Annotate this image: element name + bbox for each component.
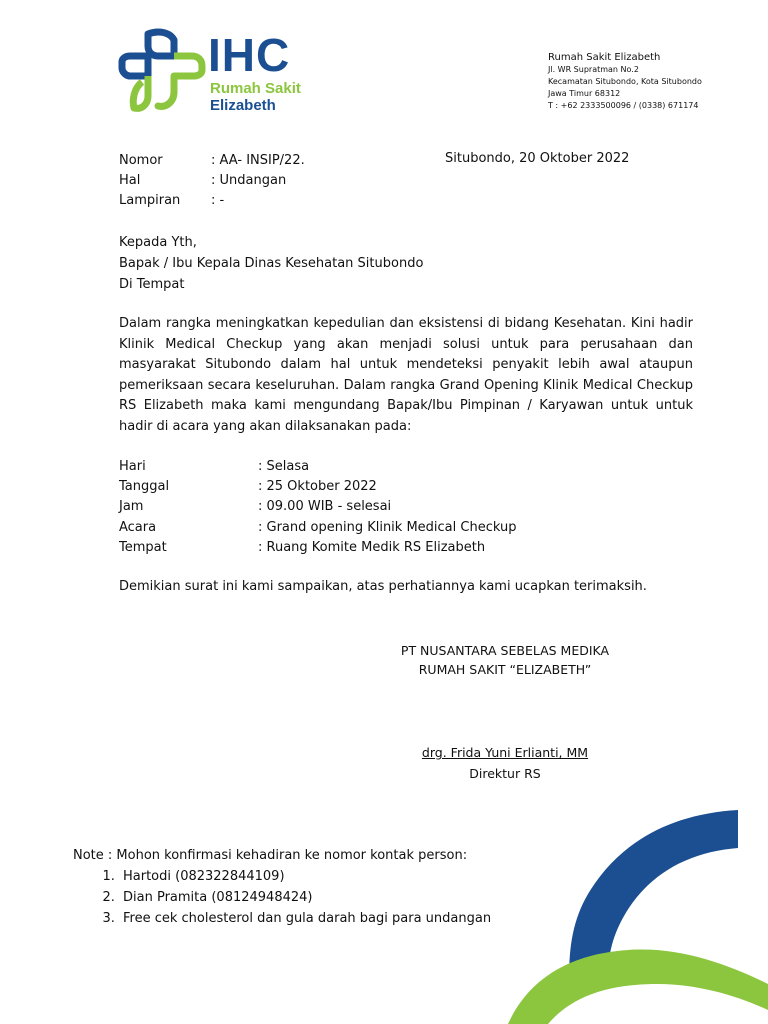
signature-block	[380, 742, 630, 784]
detail-label: Tempat	[119, 539, 167, 555]
recipient-line-3: Di Tempat	[119, 277, 185, 292]
letter-body: Dalam rangka meningkatkan kepedulian dan eksistensi di bidang Kesehatan. Kini hadir Klinik Medical Checkup yang akan menjadi solusi untuk para perusahaan dan masyarakat Situbondo dalam hal untuk mendeteksi penyakit lebih awal ataupun pemeriksaan secara keseluruhan. Dalam rangka Grand Opening Klinik Medical Checkup RS Elizabeth maka kami mengundang Bapak/Ibu Pimpinan / Karyawan untuk untuk hadir di acara yang akan dilaksanakan pada:	[119, 316, 693, 434]
logo-brand: IHC	[208, 29, 291, 81]
detail-value: : 09.00 WIB - selesai	[258, 499, 392, 515]
address-line-1: Jl. WR Supratman No.2	[548, 65, 639, 74]
meta-label: Nomor	[119, 153, 163, 168]
decorative-leaf-graphic	[508, 804, 768, 1024]
detail-row	[119, 518, 516, 538]
detail-label: Hari	[119, 459, 146, 474]
signatory-title: Direktur RS	[469, 766, 541, 781]
signature-company	[380, 641, 630, 679]
hospital-name: Rumah Sakit Elizabeth	[548, 52, 661, 63]
note-block	[73, 845, 491, 929]
hospital-logo	[118, 26, 318, 116]
detail-row	[119, 457, 516, 477]
list-item: 1. Hartodi (082322844109)	[119, 866, 491, 887]
note-list	[73, 866, 491, 929]
hospital-name-signature: RUMAH SAKIT “ELIZABETH”	[418, 662, 592, 677]
meta-value: : AA- INSIP/22.	[211, 153, 305, 168]
recipient-line-2: Bapak / Ibu Kepala Dinas Kesehatan Situbondo	[119, 256, 424, 271]
hospital-address-block	[548, 52, 702, 112]
detail-label: Acara	[119, 519, 157, 535]
logo-line1: Rumah Sakit	[210, 80, 301, 97]
recipient-block	[119, 232, 423, 295]
detail-label: Tanggal	[119, 479, 170, 495]
letter-meta	[119, 151, 305, 211]
meta-value: : Undangan	[211, 173, 287, 188]
detail-row	[119, 477, 516, 497]
list-item: 3. Free cek cholesterol dan gula darah bagi para undangan	[119, 908, 491, 929]
note-heading: Note : Mohon konfirmasi kehadiran ke nomor kontak person:	[73, 848, 468, 863]
detail-row	[119, 538, 516, 558]
letter-date: Situbondo, 20 Oktober 2022	[445, 151, 630, 166]
meta-label: Lampiran	[119, 193, 181, 208]
detail-value: : Grand opening Klinik Medical Checkup	[258, 519, 517, 535]
meta-row-hal	[119, 171, 305, 191]
event-details	[119, 457, 516, 558]
meta-row-nomor	[119, 151, 305, 171]
meta-row-lampiran	[119, 191, 305, 211]
logo-line2: Elizabeth	[210, 97, 276, 114]
signatory-name: drg. Frida Yuni Erlianti, MM	[421, 745, 589, 760]
cross-leaf-icon	[118, 26, 208, 116]
recipient-line-1: Kepada Yth,	[119, 235, 197, 250]
closing-sentence: Demikian surat ini kami sampaikan, atas perhatiannya kami ucapkan terimaksih.	[119, 579, 647, 594]
list-item: 2. Dian Pramita (08124948424)	[119, 887, 491, 908]
phone-line: T : +62 2333500096 / (0338) 671174	[548, 101, 699, 110]
detail-label: Jam	[119, 499, 144, 515]
detail-value: : Selasa	[258, 459, 310, 474]
detail-value: : 25 Oktober 2022	[258, 479, 377, 495]
address-line-2: Kecamatan Situbondo, Kota Situbondo	[548, 77, 702, 86]
meta-value: : -	[211, 193, 225, 208]
meta-label: Hal	[119, 173, 141, 188]
address-line-3: Jawa Timur 68312	[548, 89, 621, 98]
detail-row	[119, 497, 516, 517]
company-name: PT NUSANTARA SEBELAS MEDIKA	[400, 643, 610, 658]
detail-value: : Ruang Komite Medik RS Elizabeth	[258, 539, 486, 555]
